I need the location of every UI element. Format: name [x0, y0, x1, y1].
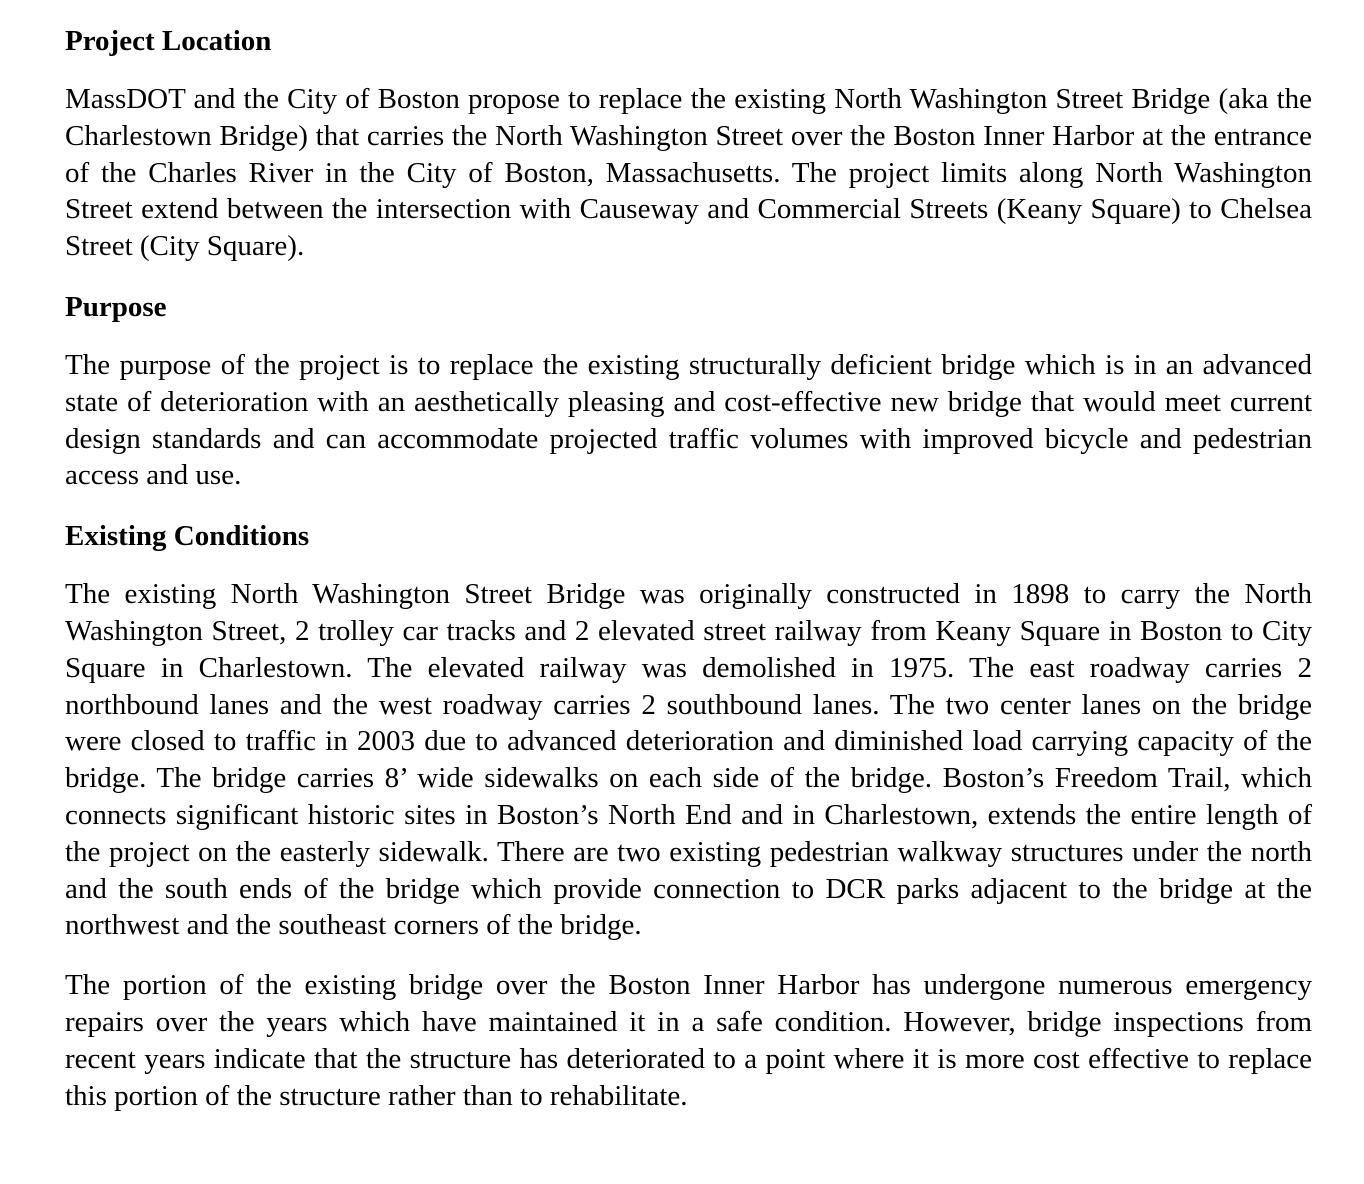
paragraph: The purpose of the project is to replace the existing structurally deficient bridge which is in an advanced state of deterioration with an aesthetically pleasing and cost-effective new bridge that would meet current design standards and can accommodate projected traffic volumes with improved bicycle and pedestrian access and use. [65, 348, 1312, 492]
section-heading: Purpose [65, 290, 167, 323]
paragraph: MassDOT and the City of Boston propose to replace the existing North Washington Street Bridge (aka the Charlestown Bridge) that carries the North Washington Street over the Boston Inner Harbor at the entrance of the Charles River in the City of Boston, Massachusetts. The project limits along North Washington Street extend between the intersection with Causeway and Commercial Streets (Keany Square) to Chelsea Street (City Square). [65, 83, 1312, 263]
section-existing-conditions [65, 517, 1312, 1114]
paragraph: The existing North Washington Street Bridge was originally constructed in 1898 to carry the North Washington Street, 2 trolley car tracks and 2 elevated street railway from Keany Square in Boston to City Square in Charlestown. The elevated railway was demolished in 1975. The east roadway carries 2 northbound lanes and the west roadway carries 2 southbound lanes. The two center lanes on the bridge were closed to traffic in 2003 due to advanced deterioration and diminished load carrying capacity of the bridge. The bridge carries 8’ wide sidewalks on each side of the bridge. Boston’s Freedom Trail, which connects significant historic sites in Boston’s North End and in Charlestown, extends the entire length of the project on the easterly sidewalk. There are two existing pedestrian walkway structures under the north and the south ends of the bridge which provide connection to DCR parks adjacent to the bridge at the northwest and the southeast corners of the bridge. [65, 578, 1312, 942]
section-purpose [65, 288, 1312, 494]
paragraph: The portion of the existing bridge over the Boston Inner Harbor has undergone numerous emergency repairs over the years which have maintained it in a safe condition. However, bridge inspections from recent years indicate that the structure has deteriorated to a point where it is more cost effective to replace this portion of the structure rather than to rehabilitate. [65, 969, 1312, 1112]
section-heading: Existing Conditions [65, 520, 310, 553]
section-project-location [65, 22, 1312, 265]
section-heading: Project Location [65, 25, 272, 57]
